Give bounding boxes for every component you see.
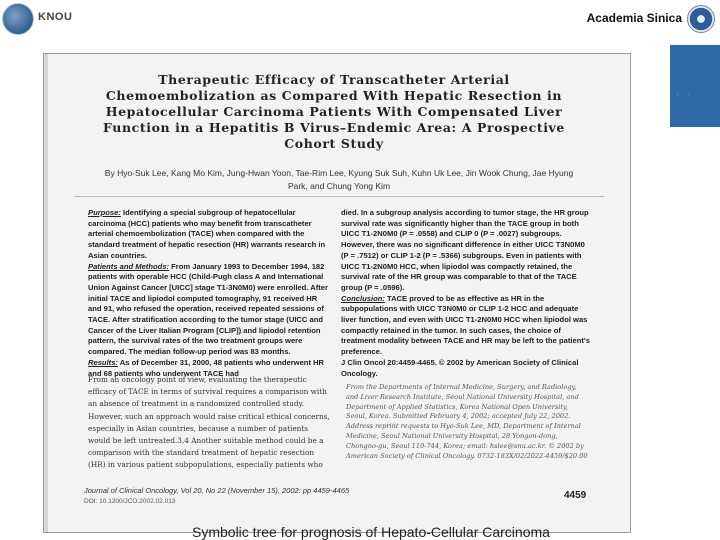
abstract-label: Purpose:: [88, 208, 121, 217]
citation-text: J Clin Oncol 20:4459-4465. © 2002 by American Society of Clinical Oncology.: [341, 357, 579, 378]
page-edge: [44, 54, 48, 532]
side-accent-block: [670, 45, 720, 127]
scanned-paper-image: [43, 53, 631, 533]
decorative-dots-icon: · ·: [676, 90, 693, 99]
header-bar: [0, 0, 720, 40]
paper-authors: By Hyo-Suk Lee, Kang Mo Kim, Jung-Hwan Yoon, Tae-Rim Lee, Kyung Suk Suh, Kuhn Uk Lee, Jin Wook Chung, Jae Hyung Park, and Chung Yong Kim: [104, 168, 574, 191]
divider: [74, 196, 604, 197]
citation: [341, 358, 591, 379]
abstract-text: died. In a subgroup analysis according to tumor stage, the HR group survival rate was significantly higher than the TACE group in both UICC T1-2N0M0 (P = .0558) and CLIP 0 (P = .0027) subgroups. However, there was no significant difference in either UICC T3N0M0 (P = .7512) or CLIP 1-2 (P = .5366) subgroups. Even in patients with UICC T1-2N0M0 HCC, when lipiodol was compactly retained, the survival rate of the HR group was comparable to that of the TACE group (P = .0596).: [341, 208, 589, 292]
abstract-label: Results:: [88, 357, 118, 367]
affiliation-notes: From the Departments of Internal Medicine, Surgery, and Radiology, and Liver Research Institute, Seoul National University Hospital, and Department of Applied Statistics, Korea National Open University, Seoul, Korea. Submitted February 4, 2002; accepted July 22, 2002. Address reprint requests to Hyo-Suk Lee, MD, Department of Internal Medicine, Seoul National University Hospital, 28 Yongon-dong, Chongno-gu, Seoul 110-744, Korea; email: hslee@snu.ac.kr. © 2002 by American Society of Clinical Oncology. 0732-183X/02/2022-4459/$20.00: [346, 383, 588, 460]
abstract-paragraph: [88, 262, 328, 358]
doi-reference: DOI: 10.1200/JCO.2002.02.013: [84, 498, 176, 505]
knou-logo-icon: [2, 3, 34, 35]
abstract-paragraph: [88, 208, 328, 262]
academia-sinica-logo-icon: [687, 5, 715, 33]
institution-label: Academia Sinica: [586, 11, 682, 25]
abstract-text: As of December 31, 2000, 48 patients who underwent HR and 68 patients who underwent TACE had: [88, 357, 325, 378]
abstract-text: TACE proved to be as effective as HR in the subpopulations with UICC T3N0M0 or CLIP 1-2 HCC and adequate liver function, and even with UICC T1-2N0M0 HCC when lipiodol was compactly retained in the tumor. In such cases, the choice of treatment modality between TACE and HR may be left to the patient's preference.: [341, 293, 590, 357]
abstract-paragraph: [341, 208, 591, 294]
abstract-label: Patients and Methods:: [88, 261, 170, 271]
slide-caption: Symbolic tree for prognosis of Hepato-Cellular Carcinoma: [192, 524, 550, 540]
body-text-left: From an oncology point of view, evaluating the therapeutic efficacy of TACE in terms of survival requires a comparison with an absence of treatment in a randomized controlled study. However, such an approach would raise critical ethical concerns, especially in Asian countries, because a number of patients would be left untreated.3,4 Another suitable method could be a comparison with the standard treatment of hepatic resection (HR) in various patient subpopulations, especially patients who: [88, 375, 330, 470]
knou-label: KNOU: [38, 11, 73, 23]
page-number: 4459: [564, 490, 587, 501]
abstract-text: From January 1993 to December 1994, 182 patients with operable HCC (Child-Pugh class A and International Union Against Cancer [UICC] stage T1-3N0M0) were enrolled. After initial TACE and lipiodol computed tomography, 91 received HR and 91, who refused the operation, received repeated sessions of TACE. After stratification according to the tumor stage (UICC and Cancer of the Liver Italian Program [CLIP]) and lipiodol retention pattern, the survival rates of the two treatment groups were compared. The median follow-up period was 83 months.: [88, 261, 328, 357]
paper-title: Therapeutic Efficacy of Transcatheter Arterial Chemoembolization as Compared With Hepatic Resection in Hepatocellular Carcinoma Patients With Compensated Liver Function in a Hepatitis B Virus–Endemic Area: A Prospective Cohort Study: [103, 72, 565, 151]
abstract-label: Conclusion:: [341, 293, 385, 303]
paper-footer: [84, 486, 604, 505]
abstract-right-column: [341, 208, 591, 379]
abstract-paragraph: [341, 294, 591, 358]
abstract-left-column: [88, 208, 328, 379]
abstract-text: Identifying a special subgroup of hepatocellular carcinoma (HCC) patients who may benefit from transcatheter arterial chemoembolization (TACE) when compared with the standard treatment of hepatic resection (HR) warrants research in Asian countries.: [88, 208, 326, 260]
journal-reference: Journal of Clinical Oncology, Vol 20, No 22 (November 15), 2002: pp 4459-4465: [84, 486, 350, 495]
